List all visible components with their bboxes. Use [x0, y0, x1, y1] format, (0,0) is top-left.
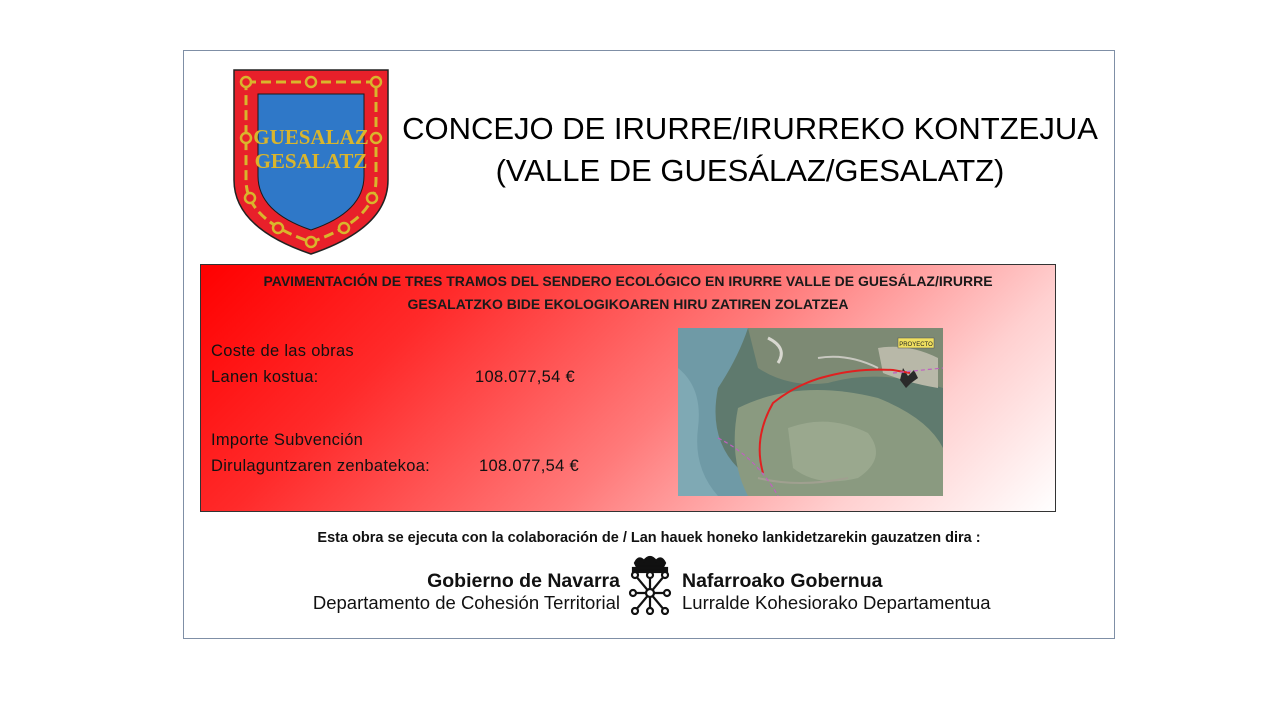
subsidy-label-es: Importe Subvención — [211, 431, 364, 449]
subsidy-amount: 108.077,54 € — [479, 457, 579, 475]
cost-label-eu: Lanen kostua: — [211, 368, 319, 386]
department-es: Departamento de Cohesión Territorial — [312, 592, 620, 613]
government-eu — [682, 570, 1102, 614]
aerial-map-image — [678, 328, 943, 496]
department-eu: Lurralde Kohesiorako Departamentua — [682, 592, 991, 613]
collaboration-text: Esta obra se ejecuta con la colaboración de / Lan hauek honeko lankidetzarekin gauzatzen dira : — [317, 530, 981, 546]
cost-row — [211, 364, 575, 390]
map-project-label: PROYECTO — [899, 342, 933, 348]
guesalaz-coat-of-arms — [232, 68, 390, 256]
shield-text-line2: GESALATZ — [254, 149, 368, 173]
title-line2: (VALLE DE GUESÁLAZ/GESALATZ) — [495, 153, 1005, 188]
title-line1: CONCEJO DE IRURRE/IRURREKO KONTZEJUA — [402, 111, 1098, 146]
government-name-eu: Nafarroako Gobernua — [682, 570, 883, 592]
government-name-es: Gobierno de Navarra — [427, 570, 620, 592]
project-heading-line1: PAVIMENTACIÓN DE TRES TRAMOS DEL SENDERO ECOLÓGICO EN IRURRE VALLE DE GUESÁLAZ/IRURRE — [263, 273, 993, 289]
project-panel — [200, 264, 1056, 512]
subsidy-label-eu: Dirulaguntzaren zenbatekoa: — [211, 457, 431, 475]
page-title — [400, 108, 1100, 192]
project-heading-line2: GESALATZKO BIDE EKOLOGIKOAREN HIRU ZATIREN ZOLATZEA — [407, 296, 849, 312]
cost-amount: 108.077,54 € — [475, 368, 575, 386]
subsidy-row — [211, 453, 579, 479]
cost-block — [211, 338, 575, 390]
subsidy-block — [211, 427, 579, 479]
navarra-coat-of-arms-icon — [627, 553, 673, 615]
cost-label-es: Coste de las obras — [211, 342, 354, 360]
government-es — [230, 570, 620, 614]
shield-text-line1: GUESALAZ — [253, 125, 369, 149]
project-heading — [209, 270, 1047, 316]
